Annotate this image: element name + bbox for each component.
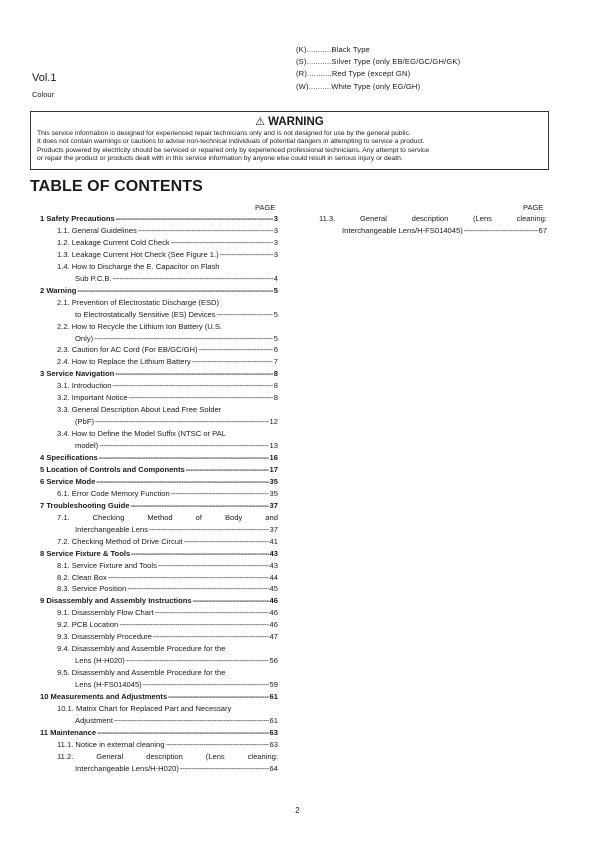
toc-entry[interactable] — [57, 380, 278, 391]
toc-entry[interactable] — [57, 297, 278, 308]
toc-entry-title: Interchangeable Lens/H-FS014045) — [342, 225, 463, 235]
toc-section[interactable] — [40, 595, 278, 606]
toc-entry-page: 35 — [269, 476, 278, 486]
toc-leader-dots — [149, 524, 269, 535]
toc-entry-title: 9.2. PCB Location — [57, 620, 119, 630]
toc-entry-page: 43 — [269, 548, 278, 558]
toc-entry-word: 7.1. — [57, 512, 70, 522]
toc-entry-title: 1.2. Leakage Current Cold Check — [57, 237, 170, 247]
toc-section[interactable] — [40, 548, 278, 559]
toc-entry-word: 11.3. — [319, 214, 336, 223]
toc-leader-dots — [180, 763, 269, 774]
toc-title: TABLE OF CONTENTS — [30, 178, 203, 195]
toc-entry-page: 16 — [269, 453, 278, 462]
legend-item-silver: (S)...........Silver Type (only EB/EG/GC/GH/GK) — [296, 57, 461, 67]
toc-section[interactable] — [40, 476, 278, 487]
toc-entry-word: (Lens — [472, 214, 492, 223]
toc-leader-dots — [184, 536, 269, 547]
toc-section[interactable] — [40, 213, 278, 224]
toc-entry-title: 1.1. General Guidelines — [57, 225, 137, 235]
toc-entry[interactable] — [57, 237, 278, 248]
toc-entry[interactable] — [75, 655, 278, 666]
toc-entry[interactable] — [57, 536, 278, 547]
toc-entry[interactable] — [57, 428, 278, 439]
toc-entry-page: 7 — [273, 357, 278, 367]
toc-entry-title: 9.5. Disassembly and Assemble Procedure for the — [57, 668, 226, 678]
toc-entry-word: of — [195, 512, 202, 522]
toc-entry-title: (PbF) — [75, 417, 94, 427]
toc-entry-title: 1 Safety Precautions — [40, 214, 115, 223]
toc-entry-page: 5 — [273, 333, 278, 343]
toc-entry-page: 59 — [269, 680, 278, 690]
toc-entry-word: cleaning: — [247, 751, 278, 761]
toc-entry-title: 6.1. Error Code Memory Function — [57, 488, 170, 498]
toc-entry-title: 11.1. Notice in external cleaning — [57, 739, 165, 749]
toc-entry-page: 46 — [269, 596, 278, 606]
warning-line: or repair the product or products dealt with in this service information by anyone else could result in serious injury or death. — [37, 155, 403, 163]
toc-entry[interactable] — [57, 667, 278, 678]
colour-label: Colour — [32, 90, 55, 99]
toc-entry-title: 11 Maintenance — [40, 727, 97, 737]
toc-entry-page: 37 — [269, 524, 278, 534]
toc-entry-title: 3.2. Important Notice — [57, 393, 128, 403]
warning-line: It does not contain warnings or cautions to advise non-technical individuals of potential dangers in attempting to service a product. — [37, 138, 425, 146]
toc-entry[interactable] — [75, 715, 278, 726]
toc-leader-dots — [217, 309, 273, 320]
toc-entry[interactable] — [342, 225, 547, 236]
toc-entry-title: 8.3. Service Position — [57, 584, 127, 594]
toc-entry-word: description — [146, 751, 183, 761]
toc-entry-title: 5 Location of Controls and Components — [40, 464, 185, 474]
toc-section[interactable] — [40, 691, 278, 702]
toc-entry-title: 9.1. Disassembly Flow Chart — [57, 608, 154, 618]
toc-entry[interactable] — [57, 631, 278, 642]
toc-left-page-label: PAGE — [255, 203, 276, 212]
toc-leader-dots — [114, 715, 269, 726]
toc-entry-page: 3 — [273, 249, 278, 259]
toc-entry[interactable] — [57, 225, 278, 236]
toc-entry-title: 7.2. Checking Method of Drive Circuit — [57, 536, 183, 546]
toc-entry-page: 37 — [269, 500, 278, 510]
toc-entry-title: 3.3. General Description About Lead Free Solder — [57, 405, 222, 415]
toc-leader-dots — [158, 560, 269, 571]
toc-leader-dots — [129, 392, 273, 403]
legend-item-white: (W)..........White Type (only EG/GH) — [296, 81, 421, 91]
toc-leader-dots — [192, 356, 273, 367]
warning-line: Products powered by electricity should be serviced or repaired only by experienced professional technicians. Any attempt to service — [37, 146, 430, 154]
toc-entry-word: Checking — [92, 512, 125, 522]
toc-entry-page: 56 — [269, 656, 278, 666]
toc-section[interactable] — [40, 464, 278, 475]
toc-entry-title: 10 Measurements and Adjustments — [40, 692, 168, 701]
toc-entry-title: 3.1. Introduction — [57, 381, 112, 391]
toc-entry-page: 35 — [269, 488, 278, 498]
toc-entry-page: 46 — [269, 608, 278, 618]
toc-entry-title: 3.4. How to Define the Model Suffix (NTSC or PAL — [57, 429, 226, 439]
toc-entry-word: Method — [147, 512, 173, 522]
toc-leader-dots — [112, 380, 272, 391]
toc-entry[interactable] — [75, 440, 278, 451]
toc-entry-title: Interchangeable Lens/H-H020) — [75, 763, 179, 773]
toc-entry[interactable] — [57, 488, 278, 499]
toc-leader-dots — [220, 249, 273, 260]
toc-entry-title: Interchangeable Lens — [75, 524, 149, 534]
toc-entry[interactable] — [57, 356, 278, 367]
warning-box — [30, 111, 549, 170]
toc-entry[interactable] — [75, 273, 278, 284]
toc-section[interactable] — [40, 285, 278, 296]
toc-entry-page: 8 — [273, 369, 278, 379]
toc-entry-page: 45 — [269, 584, 278, 594]
toc-entry-title: 8 Service Fixture & Tools — [40, 548, 131, 558]
toc-leader-dots — [96, 476, 268, 487]
toc-entry-page: 3 — [273, 214, 278, 223]
toc-leader-dots — [130, 500, 268, 511]
toc-entry[interactable] — [57, 344, 278, 355]
warning-triangle-icon: ⚠ — [255, 115, 266, 128]
toc-entry-title: Lens (H-H020) — [75, 656, 125, 666]
toc-entry-word: description — [411, 214, 449, 223]
toc-leader-dots — [95, 416, 269, 427]
toc-entry-page: 17 — [269, 464, 278, 474]
toc-entry[interactable] — [75, 309, 278, 320]
toc-entry[interactable] — [57, 321, 278, 332]
toc-leader-dots — [155, 607, 269, 618]
colour-type-legend — [296, 44, 460, 93]
toc-leader-dots — [186, 464, 269, 475]
toc-entry[interactable] — [57, 643, 278, 654]
toc-entry[interactable] — [57, 572, 278, 583]
toc-entry-page: 67 — [538, 225, 547, 235]
toc-entry[interactable] — [57, 404, 278, 415]
warning-text — [37, 130, 545, 164]
toc-section[interactable] — [40, 727, 278, 738]
toc-entry[interactable] — [57, 607, 278, 618]
toc-section[interactable] — [40, 500, 278, 511]
toc-entry[interactable] — [75, 763, 278, 774]
page-number: 2 — [295, 806, 300, 815]
toc-entry-page: 41 — [269, 536, 278, 546]
toc-entry[interactable] — [319, 213, 547, 224]
toc-entry-page: 4 — [273, 273, 278, 283]
toc-leader-dots — [143, 679, 269, 690]
toc-leader-dots — [138, 225, 273, 236]
warning-heading — [31, 115, 548, 128]
toc-entry-title: 1.3. Leakage Current Hot Check (See Figure 1.) — [57, 249, 219, 259]
toc-entry[interactable] — [57, 261, 278, 272]
toc-entry[interactable] — [75, 679, 278, 690]
toc-entry-page: 46 — [269, 620, 278, 630]
toc-entry-page: 63 — [269, 739, 278, 749]
toc-entry-page: 3 — [273, 237, 278, 247]
toc-entry[interactable] — [57, 512, 278, 523]
toc-leader-dots — [113, 273, 273, 284]
toc-leader-dots — [94, 333, 273, 344]
toc-entry-page: 5 — [273, 285, 278, 295]
toc-entry[interactable] — [75, 333, 278, 344]
toc-entry-page: 8 — [273, 381, 278, 391]
toc-entry-page: 64 — [269, 763, 278, 773]
toc-entry-page: 47 — [269, 632, 278, 642]
toc-entry-page: 61 — [269, 715, 278, 725]
toc-entry[interactable] — [57, 619, 278, 630]
toc-entry-page: 63 — [269, 727, 278, 737]
toc-entry-word: Body — [224, 512, 243, 522]
toc-entry-title: Lens (H-FS014045) — [75, 680, 142, 690]
toc-entry-title: 2.4. How to Replace the Lithium Battery — [57, 357, 191, 367]
toc-entry-title: 1.4. How to Discharge the E. Capacitor on Flash — [57, 261, 220, 271]
toc-leader-dots — [108, 572, 269, 583]
toc-entry-title: 2 Warning — [40, 285, 77, 295]
toc-leader-dots — [199, 344, 273, 355]
toc-entry-title: Sub P.C.B. — [75, 273, 112, 283]
toc-entry-title: 10.1. Matrix Chart for Replaced Part and Necessary — [57, 703, 232, 713]
toc-entry-title: 2.2. How to Recycle the Lithium Ion Battery (U.S. — [57, 321, 223, 331]
toc-entry-word: and — [265, 512, 278, 522]
toc-entry-title: 9.3. Disassembly Procedure — [57, 632, 152, 642]
toc-leader-dots — [127, 583, 268, 594]
toc-entry-page: 43 — [269, 560, 278, 570]
toc-entry[interactable] — [57, 249, 278, 260]
toc-leader-dots — [166, 739, 269, 750]
toc-entry-page: 61 — [269, 692, 278, 701]
volume-label: Vol.1 — [32, 72, 57, 84]
toc-leader-dots — [171, 488, 269, 499]
toc-entry-title: 2.3. Caution for AC Cord (For EB/GC/GH) — [57, 345, 198, 355]
toc-entry-title: Only) — [75, 333, 94, 343]
toc-leader-dots — [99, 440, 268, 451]
toc-entry[interactable] — [57, 703, 278, 714]
toc-leader-dots — [131, 548, 268, 559]
toc-section[interactable] — [40, 368, 278, 379]
toc-leader-dots — [193, 595, 269, 606]
toc-entry-title: 8.2. Clean Box — [57, 572, 107, 582]
toc-section[interactable] — [40, 452, 278, 463]
warning-title: WARNING — [268, 116, 324, 128]
toc-entry-page: 6 — [273, 345, 278, 355]
toc-entry-page: 12 — [269, 417, 278, 427]
toc-entry-title: 6 Service Mode — [40, 476, 96, 486]
toc-entry-page: 3 — [273, 225, 278, 235]
toc-leader-dots — [153, 631, 269, 642]
toc-entry-page: 13 — [269, 441, 278, 451]
toc-entry-page: 44 — [269, 572, 278, 582]
legend-item-black: (K)...........Black Type — [296, 45, 370, 54]
toc-entry[interactable] — [57, 392, 278, 403]
toc-leader-dots — [77, 285, 272, 296]
warning-line: This service information is designed for experienced repair technicians only and is not designed for use by the general public. — [37, 130, 411, 137]
toc-leader-dots — [119, 619, 268, 630]
toc-entry[interactable] — [75, 524, 278, 535]
toc-leader-dots — [126, 655, 269, 666]
toc-entry-word: (Lens — [205, 751, 225, 761]
toc-entry[interactable] — [57, 739, 278, 750]
legend-item-red: (R)...........Red Type (except GN) — [296, 69, 411, 79]
toc-entry-title: 3 Service Navigation — [40, 369, 115, 379]
toc-leader-dots — [97, 727, 268, 738]
toc-leader-dots — [171, 237, 273, 248]
toc-entry-word: cleaning: — [516, 214, 547, 223]
toc-entry-title: Adjustment — [75, 715, 113, 725]
toc-entry[interactable] — [57, 751, 278, 762]
toc-entry-title: to Electrostatically Sensitive (ES) Devices — [75, 309, 216, 319]
toc-entry-page: 8 — [273, 393, 278, 403]
toc-entry[interactable] — [75, 416, 278, 427]
toc-entry-word: General — [96, 751, 124, 761]
toc-entry-title: 4 Specifications — [40, 453, 98, 462]
toc-entry-title: 2.1. Prevention of Electrostatic Discharge (ESD) — [57, 297, 220, 307]
toc-leader-dots — [99, 452, 269, 463]
toc-entry-word: General — [359, 214, 387, 223]
toc-entry-title: model) — [75, 441, 99, 451]
toc-entry-title: 8.1. Service Fixture and Tools — [57, 560, 157, 570]
toc-entry-title: 9.4. Disassembly and Assemble Procedure for the — [57, 644, 226, 654]
toc-right-page-label: PAGE — [523, 203, 544, 212]
toc-entry-title: 7 Troubleshooting Guide — [40, 500, 130, 510]
toc-entry[interactable] — [57, 560, 278, 571]
toc-entry-page: 5 — [273, 309, 278, 319]
toc-leader-dots — [464, 225, 538, 236]
toc-leader-dots — [116, 213, 273, 224]
toc-leader-dots — [168, 691, 268, 702]
toc-entry-title: 9 Disassembly and Assembly Instructions — [40, 596, 192, 606]
toc-entry[interactable] — [57, 583, 278, 594]
toc-leader-dots — [115, 368, 272, 379]
toc-entry-word: 11.2. — [57, 751, 74, 761]
